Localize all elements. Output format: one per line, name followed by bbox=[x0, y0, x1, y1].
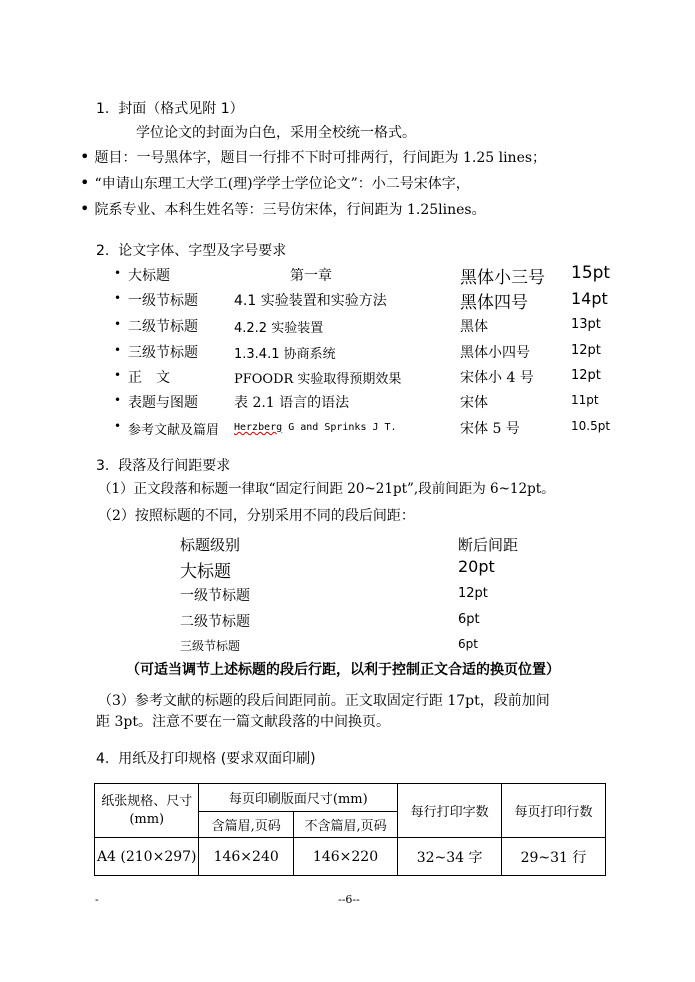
font-row bbox=[114, 416, 654, 440]
footer-left-mark: - bbox=[95, 893, 99, 906]
cell-paper: A4 (210×297) bbox=[95, 838, 199, 876]
section-1-heading bbox=[96, 98, 244, 118]
bullet-dot: • bbox=[114, 343, 122, 357]
font-row-item: 一级节标题 bbox=[128, 293, 198, 309]
section-title: 用纸及打印规格 (要求双面印刷) bbox=[118, 751, 316, 767]
font-row-font: 黑体小三号 bbox=[460, 268, 545, 288]
font-row-item: 大标题 bbox=[128, 268, 170, 284]
section-number: 1. bbox=[96, 101, 110, 117]
spacing-level: 一级节标题 bbox=[180, 588, 250, 604]
font-row-size: 12pt bbox=[571, 368, 601, 383]
spacing-after: 6pt bbox=[458, 637, 478, 651]
section-title: 封面（格式见附 1） bbox=[118, 101, 244, 117]
section-title: 论文字体、字型及字号要求 bbox=[118, 243, 287, 259]
header-with-header: 含篇眉,页码 bbox=[199, 812, 293, 838]
header-layout: 每页印刷版面尺寸(mm) bbox=[199, 784, 398, 812]
bullet-dot: • bbox=[114, 266, 122, 280]
section-4-heading bbox=[96, 748, 316, 768]
bullet-dot: • bbox=[80, 199, 95, 218]
font-row-item: 表题与图题 bbox=[128, 395, 198, 411]
cell-lines: 29~31 行 bbox=[502, 838, 606, 876]
section-2-heading bbox=[96, 240, 286, 260]
header-lines: 每页打印行数 bbox=[502, 784, 606, 838]
font-row-font: 宋体 5 号 bbox=[460, 421, 520, 437]
spacing-after: 12pt bbox=[458, 586, 488, 601]
font-row-example: PFOODR 实验取得预期效果 bbox=[234, 372, 402, 387]
bullet-dot: • bbox=[80, 147, 95, 166]
paragraph-2: （2）按照标题的不同，分别采用不同的段后间距： bbox=[98, 508, 415, 524]
header-without-header: 不含篇眉,页码 bbox=[293, 812, 397, 838]
spacing-level: 二级节标题 bbox=[180, 614, 250, 630]
list-item bbox=[80, 173, 470, 193]
list-item bbox=[80, 199, 486, 219]
cell-chars: 32~34 字 bbox=[398, 838, 502, 876]
list-item-text: “申请山东理工大学工(理)学学士学位论文”：小二号宋体字， bbox=[94, 176, 470, 192]
paper-spec-table bbox=[94, 783, 606, 876]
section-number: 3. bbox=[96, 458, 110, 474]
font-row-item: 三级节标题 bbox=[128, 345, 198, 361]
font-row-font: 黑体小四号 bbox=[460, 345, 530, 361]
font-row-example-rest: G and Sprinks J T. bbox=[282, 422, 397, 433]
paragraph-3-line-1: （3）参考文献的标题的段后间距同前。正文取固定行距 17pt，段前加间 bbox=[98, 693, 550, 709]
font-row-size: 14pt bbox=[571, 289, 608, 308]
spacing-level: 大标题 bbox=[180, 562, 231, 582]
section-number: 2. bbox=[96, 243, 110, 259]
bullet-dot: • bbox=[114, 393, 122, 407]
font-row-item: 正 文 bbox=[128, 370, 170, 386]
spacing-header-level: 标题级别 bbox=[180, 536, 241, 554]
font-row bbox=[114, 340, 634, 364]
font-row-font: 黑体 bbox=[460, 319, 488, 335]
font-row bbox=[114, 288, 634, 312]
spacing-after: 20pt bbox=[458, 557, 495, 576]
cover-intro: 学位论文的封面为白色，采用全校统一格式。 bbox=[136, 125, 416, 141]
font-row-example bbox=[234, 422, 397, 433]
font-row bbox=[114, 314, 634, 338]
cell-without: 146×220 bbox=[293, 838, 397, 876]
font-row-example: 1.3.4.1 协商系统 bbox=[234, 347, 336, 362]
list-item-text: 题目：一号黑体字，题目一行排不下时可排两行，行间距为 1.25 lines； bbox=[94, 150, 547, 166]
spacing-level: 三级节标题 bbox=[180, 639, 241, 653]
page-number: --6-- bbox=[338, 893, 360, 906]
bullet-dot: • bbox=[114, 368, 122, 382]
section-number: 4. bbox=[96, 751, 110, 767]
font-row-example: 表 2.1 语言的语法 bbox=[234, 395, 350, 411]
header-chars: 每行打印字数 bbox=[398, 784, 502, 838]
font-row bbox=[114, 365, 634, 389]
cell-with: 146×240 bbox=[199, 838, 293, 876]
header-paper: 纸张规格、尺寸(mm) bbox=[95, 784, 199, 838]
font-row-item: 参考文献及篇眉 bbox=[128, 423, 220, 438]
section-title: 段落及行间距要求 bbox=[118, 458, 231, 474]
font-row-size: 11pt bbox=[571, 393, 599, 407]
font-row-font: 宋体 bbox=[460, 395, 488, 411]
font-row-example: 第一章 bbox=[290, 268, 332, 284]
font-row-item: 二级节标题 bbox=[128, 319, 198, 335]
font-row bbox=[114, 263, 634, 287]
font-row-size: 12pt bbox=[571, 343, 601, 358]
list-item-text: 院系专业、本科生姓名等：三号仿宋体，行间距为 1.25lines。 bbox=[94, 202, 486, 218]
font-row-size: 15pt bbox=[571, 263, 611, 283]
font-row-size: 13pt bbox=[571, 317, 601, 332]
font-row-font: 黑体四号 bbox=[460, 293, 528, 313]
spacing-note: （可适当调节上述标题的段后行距，以利于控制正文合适的换页位置） bbox=[126, 662, 560, 678]
font-row bbox=[114, 390, 634, 414]
paragraph-1: （1）正文段落和标题一律取“固定行间距 20~21pt”,段前间距为 6~12pt。 bbox=[98, 481, 555, 497]
bullet-dot: • bbox=[80, 173, 95, 192]
bullet-dot: • bbox=[114, 419, 122, 433]
section-3-heading bbox=[96, 455, 230, 475]
paragraph-3-line-2: 距 3pt。注意不要在一篇文献段落的中间换页。 bbox=[96, 714, 390, 730]
bullet-dot: • bbox=[114, 291, 122, 305]
font-row-font: 宋体小 4 号 bbox=[460, 370, 534, 386]
misspelling-underline: Herzberg bbox=[234, 422, 283, 433]
spacing-header-after: 断后间距 bbox=[458, 536, 519, 554]
list-item bbox=[80, 147, 546, 167]
bullet-dot: • bbox=[114, 317, 122, 331]
font-row-example: 4.2.2 实验装置 bbox=[234, 321, 324, 336]
spacing-after: 6pt bbox=[458, 612, 480, 627]
font-row-example: 4.1 实验装置和实验方法 bbox=[234, 293, 387, 309]
font-row-size: 10.5pt bbox=[571, 419, 611, 433]
